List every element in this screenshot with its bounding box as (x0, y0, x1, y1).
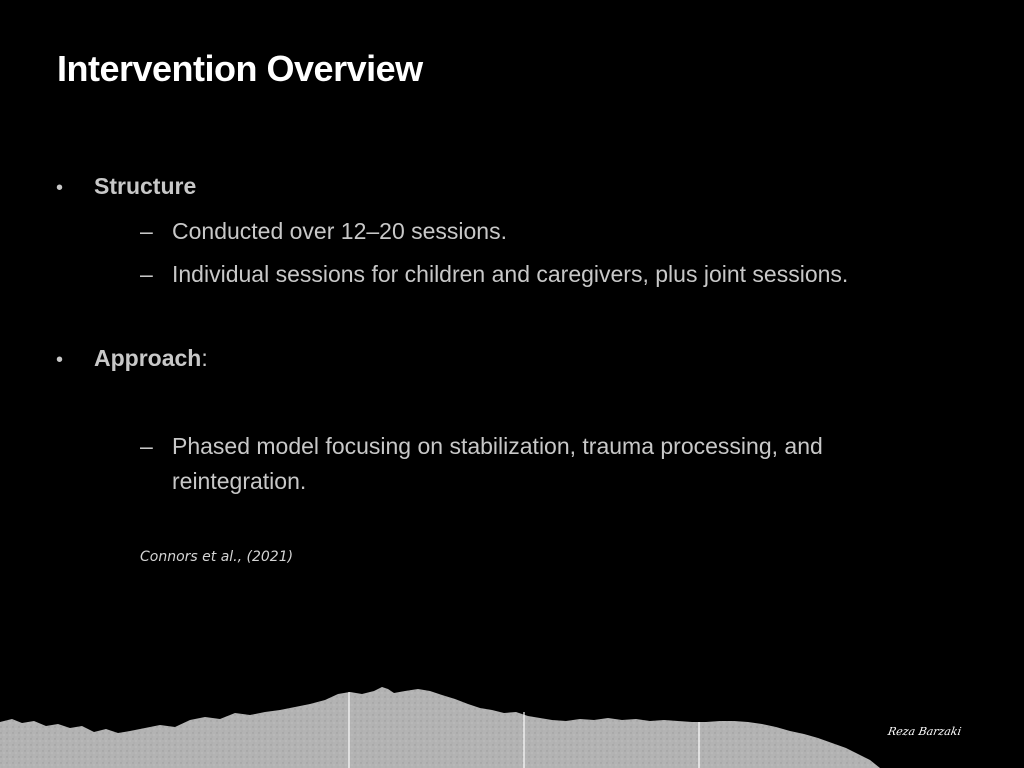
citation: Connors et al., (2021) (140, 549, 294, 565)
sub-item-text: Individual sessions for children and caregivers, plus joint sessions. (172, 261, 849, 287)
bullet-marker: • (56, 349, 64, 371)
sub-item-marker: – (140, 218, 153, 244)
slide-title: Intervention Overview (57, 48, 423, 89)
bullet-heading: Approach (94, 345, 202, 371)
bullet-heading-suffix: : (201, 345, 208, 371)
bullet-marker: • (56, 177, 64, 199)
sub-item-marker: – (140, 433, 153, 459)
bullet-heading: Structure (94, 173, 197, 199)
signature: Reza Barzaki (886, 725, 963, 738)
sub-item-marker: – (140, 261, 153, 287)
sub-item-text: Phased model focusing on stabilization, trauma processing, and reintegration. (172, 433, 823, 494)
sub-item-text: Conducted over 12–20 sessions. (172, 218, 507, 244)
